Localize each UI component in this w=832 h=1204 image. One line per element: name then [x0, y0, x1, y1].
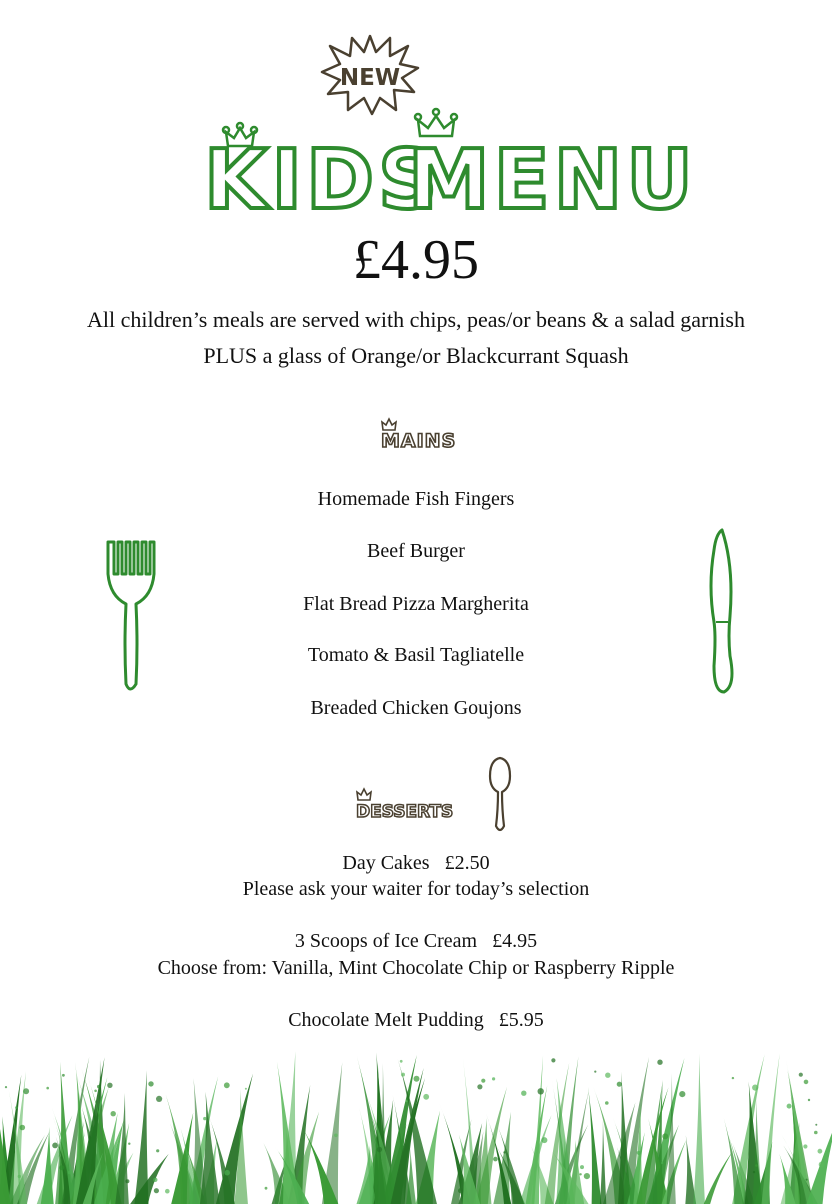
kids-menu-title: [196, 100, 697, 228]
grass-speck: [5, 1086, 7, 1088]
grass-speck: [23, 1088, 29, 1094]
grass-speck: [414, 1076, 420, 1082]
grass-speck: [62, 1074, 65, 1077]
dessert-note: Please ask your waiter for today’s selection: [242, 878, 590, 900]
grass-blade: [216, 1074, 253, 1204]
grass-speck: [584, 1173, 590, 1179]
grass-speck: [804, 1080, 809, 1085]
grass-blade: [704, 1151, 733, 1204]
mains-item: Homemade Fish Fingers: [317, 488, 515, 510]
dessert-item: [0, 1007, 832, 1033]
spoon-icon: [484, 754, 516, 834]
crown-icon: [382, 419, 396, 430]
grass-speck: [814, 1131, 818, 1135]
grass-speck: [20, 1125, 26, 1131]
dessert-price: £2.50: [444, 852, 490, 874]
grass-speck: [125, 1179, 129, 1183]
grass-speck: [755, 1164, 758, 1167]
grass-speck: [493, 1157, 498, 1162]
grass-speck: [481, 1079, 485, 1083]
grass-speck: [224, 1082, 230, 1088]
grass-speck: [541, 1137, 547, 1143]
grass-speck: [661, 1162, 663, 1164]
grass-blade: [134, 1070, 148, 1204]
desserts-heading: [352, 786, 472, 824]
mains-heading: [376, 414, 466, 452]
grass-speck: [538, 1088, 544, 1094]
grass-speck: [52, 1143, 58, 1149]
desserts-heading-text: DESSERTS: [356, 802, 454, 822]
grass-speck: [521, 1091, 526, 1096]
grass-speck: [111, 1111, 116, 1116]
grass-speck: [377, 1147, 382, 1152]
grass-speck: [107, 1083, 112, 1088]
knife-icon: [700, 526, 746, 698]
grass-speck: [503, 1151, 505, 1153]
grass-speck: [406, 1100, 408, 1102]
grass-speck: [334, 1134, 338, 1138]
grass-blade: [693, 1054, 705, 1204]
title-word-kids: KIDS: [204, 133, 442, 228]
grass-speck: [128, 1143, 130, 1145]
mains-item: Beef Burger: [367, 540, 465, 562]
grass-speck: [203, 1117, 206, 1120]
dessert-price: £5.95: [498, 1009, 544, 1031]
grass-speck: [580, 1165, 584, 1169]
grass-speck: [477, 1084, 482, 1089]
grass-speck: [423, 1094, 429, 1100]
mains-item: Breaded Chicken Goujons: [310, 697, 522, 719]
grass-speck: [245, 1088, 247, 1090]
grass-speck: [799, 1073, 803, 1077]
grass-speck: [165, 1189, 170, 1194]
grass-speck: [94, 1090, 97, 1093]
grass-speck: [46, 1087, 49, 1090]
dessert-name: Day Cakes: [342, 852, 430, 874]
grass-speck: [662, 1133, 668, 1139]
grass-speck: [156, 1149, 159, 1152]
grass-speck: [224, 1170, 230, 1176]
grass-speck: [594, 1071, 596, 1073]
mains-item: Tomato & Basil Tagliatelle: [307, 644, 525, 666]
grass-speck: [15, 1106, 18, 1109]
dessert-price: £4.95: [492, 930, 538, 952]
grass-speck: [265, 1187, 268, 1190]
grass-speck: [787, 1104, 792, 1109]
crown-icon: [415, 109, 457, 136]
grass-speck: [401, 1073, 405, 1077]
grass-speck: [156, 1096, 162, 1102]
intro-line-1: All children’s meals are served with chips, peas/or beans & a salad garnish: [87, 307, 745, 332]
grass-speck: [637, 1151, 641, 1155]
dessert-name: Chocolate Melt Pudding: [288, 1009, 484, 1031]
grass-speck: [803, 1144, 807, 1148]
grass-speck: [18, 1175, 21, 1178]
grass-blade: [600, 1120, 606, 1204]
mains-item: Flat Bread Pizza Margherita: [303, 593, 529, 615]
grass-decoration: [0, 1040, 832, 1204]
dessert-item: [0, 928, 832, 954]
grass-speck: [400, 1060, 403, 1063]
grass-speck: [818, 1149, 823, 1154]
grass-speck: [148, 1081, 153, 1086]
intro-line-2: PLUS a glass of Orange/or Blackcurrant Squash: [203, 343, 629, 368]
dessert-note: Choose from: Vanilla, Mint Chocolate Chip or Raspberry Ripple: [157, 957, 675, 979]
grass-speck: [97, 1085, 100, 1088]
dessert-name: 3 Scoops of Ice Cream: [294, 930, 478, 952]
mains-heading-text: MAINS: [381, 430, 457, 452]
grass-speck: [551, 1058, 555, 1062]
grass-speck: [68, 1171, 72, 1175]
grass-speck: [492, 1077, 495, 1080]
grass-speck: [732, 1077, 734, 1079]
grass-speck: [679, 1091, 685, 1097]
grass-speck: [154, 1188, 159, 1193]
grass-speck: [59, 1165, 64, 1170]
fork-icon: [100, 534, 160, 698]
dessert-item: [0, 850, 832, 876]
grass-speck: [458, 1188, 463, 1193]
grass-speck: [752, 1085, 758, 1091]
grass-speck: [815, 1124, 817, 1126]
new-badge-text: NEW: [339, 65, 401, 91]
grass-speck: [657, 1060, 662, 1065]
grass-speck: [617, 1082, 622, 1087]
grass-speck: [808, 1099, 810, 1101]
grass-speck: [579, 1173, 581, 1175]
grass-speck: [819, 1162, 825, 1168]
menu-price: £4.95: [353, 229, 479, 291]
grass-speck: [605, 1073, 610, 1078]
grass-speck: [753, 1171, 755, 1173]
grass-speck: [153, 1178, 157, 1182]
crown-icon: [357, 789, 371, 800]
title-word-menu: MENU: [408, 133, 697, 228]
grass-speck: [605, 1101, 609, 1105]
grass-speck: [806, 1179, 808, 1181]
grass-blade: [762, 1053, 780, 1204]
